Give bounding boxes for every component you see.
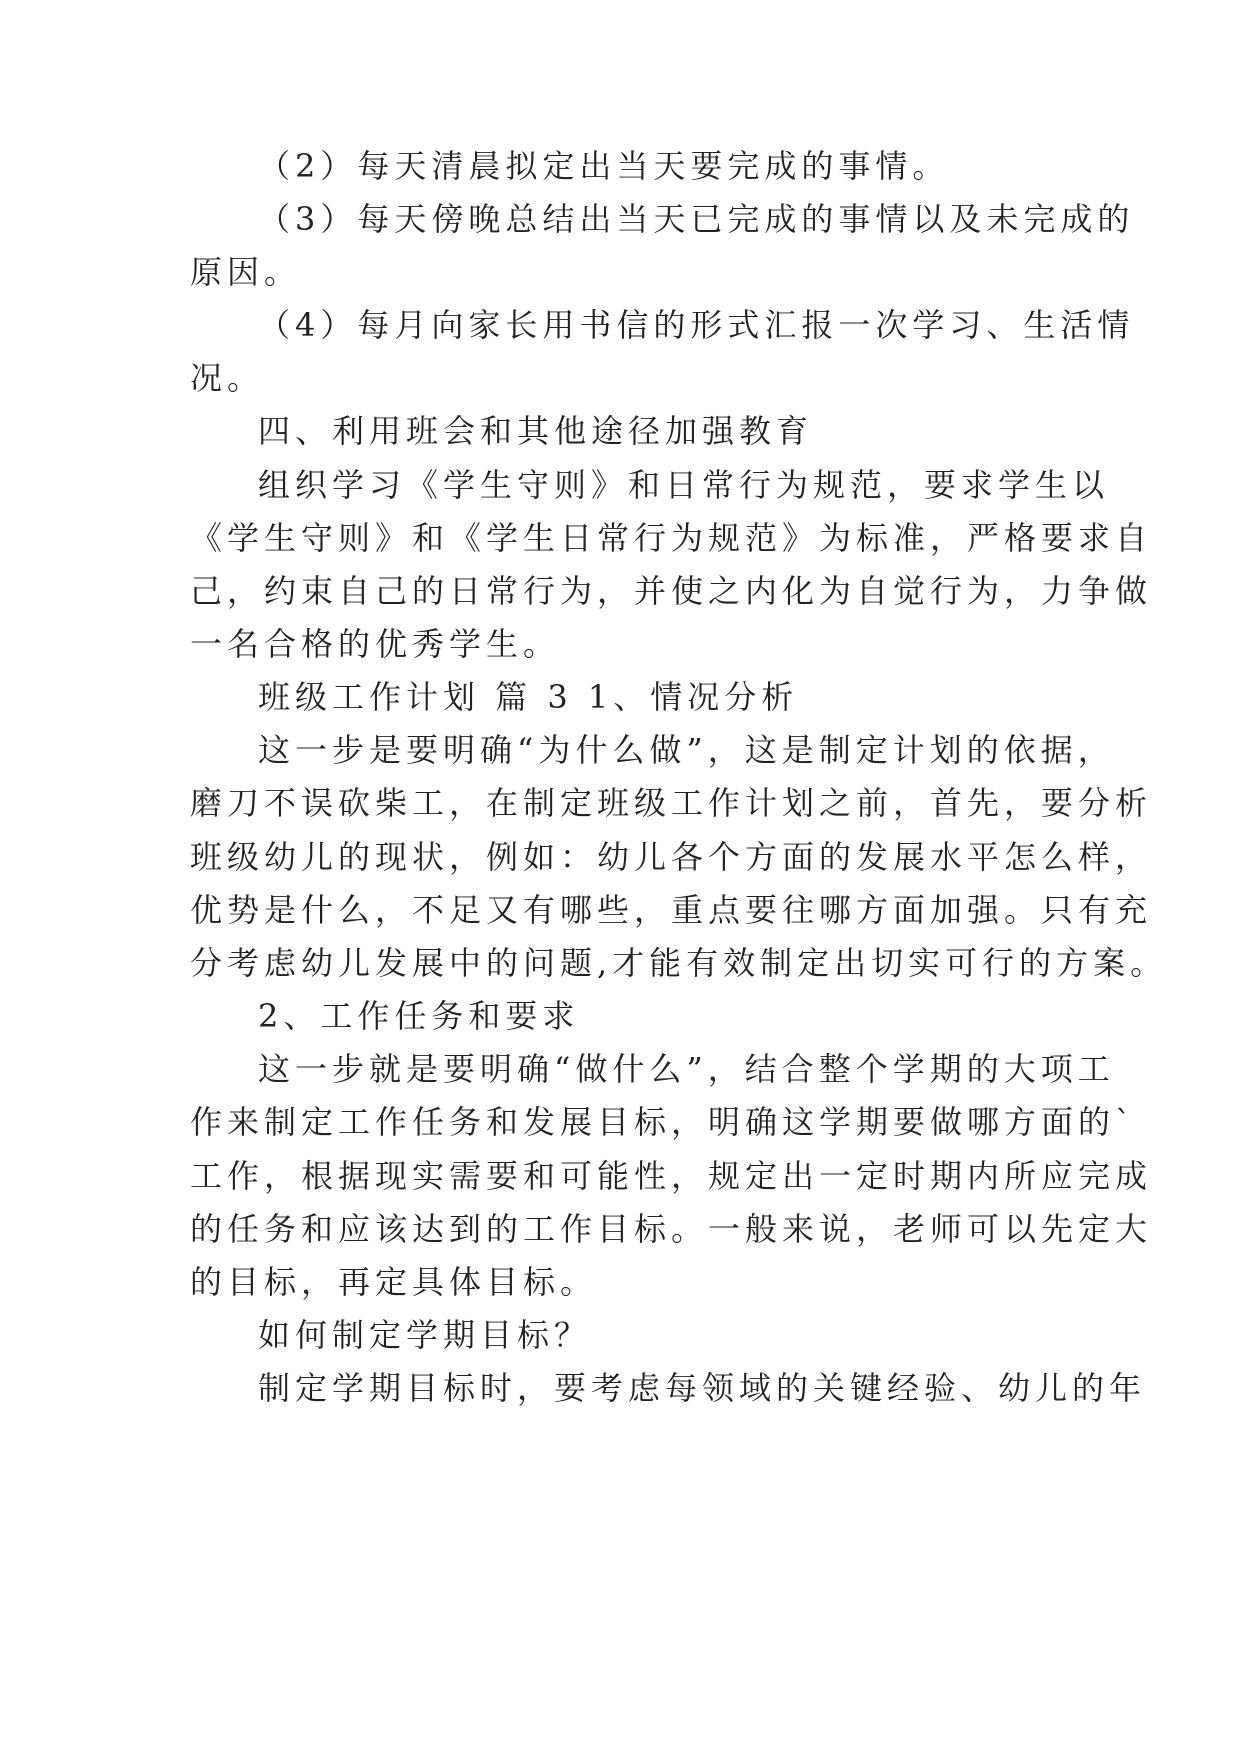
text-line: 组织学习《学生守则》和日常行为规范，要求学生以 xyxy=(258,466,1110,504)
section-heading: 如何制定学期目标？ xyxy=(258,1316,592,1354)
text-line: 作来制定工作任务和发展目标，明确这学期要做哪方面的` xyxy=(190,1103,1137,1141)
text-line: 磨刀不误砍柴工，在制定班级工作计划之前，首先，要分析 xyxy=(190,784,1153,822)
section-heading: 班级工作计划 篇 3 1、情况分析 xyxy=(258,678,799,716)
text-line: （4）每月向家长用书信的形式汇报一次学习、生活情 xyxy=(258,306,1135,344)
text-line: 工作，根据现实需要和可能性，规定出一定时期内所应完成 xyxy=(190,1157,1153,1195)
text-line: 班级幼儿的现状，例如：幼儿各个方面的发展水平怎么样， xyxy=(190,838,1153,876)
text-line: 这一步就是要明确“做什么”，结合整个学期的大项工 xyxy=(258,1050,1115,1088)
text-line: 《学生守则》和《学生日常行为规范》为标准，严格要求自 xyxy=(190,519,1153,557)
text-line: 况。 xyxy=(190,359,265,397)
text-line: 原因。 xyxy=(190,253,302,291)
text-line: 一名合格的优秀学生。 xyxy=(190,625,561,663)
text-line: 的目标，再定具体目标。 xyxy=(190,1263,598,1301)
text-line: 分考虑幼儿发展中的问题,才能有效制定出切实可行的方案。 xyxy=(190,944,1168,982)
text-line: 的任务和应该达到的工作目标。一般来说，老师可以先定大 xyxy=(190,1210,1153,1248)
text-line: （3）每天傍晚总结出当天已完成的事情以及未完成的 xyxy=(258,200,1135,238)
text-line: 这一步是要明确“为什么做”，这是制定计划的依据， xyxy=(258,731,1115,769)
text-line: （2）每天清晨拟定出当天要完成的事情。 xyxy=(258,147,950,185)
text-line: 制定学期目标时，要考虑每领域的关键经验、幼儿的年 xyxy=(258,1369,1147,1407)
text-line: 己，约束自己的日常行为，并使之内化为自觉行为，力争做 xyxy=(190,572,1153,610)
section-heading: 2、工作任务和要求 xyxy=(258,997,580,1035)
section-heading: 四、利用班会和其他途径加强教育 xyxy=(258,412,814,450)
text-line: 优势是什么，不足又有哪些，重点要往哪方面加强。只有充 xyxy=(190,891,1153,929)
